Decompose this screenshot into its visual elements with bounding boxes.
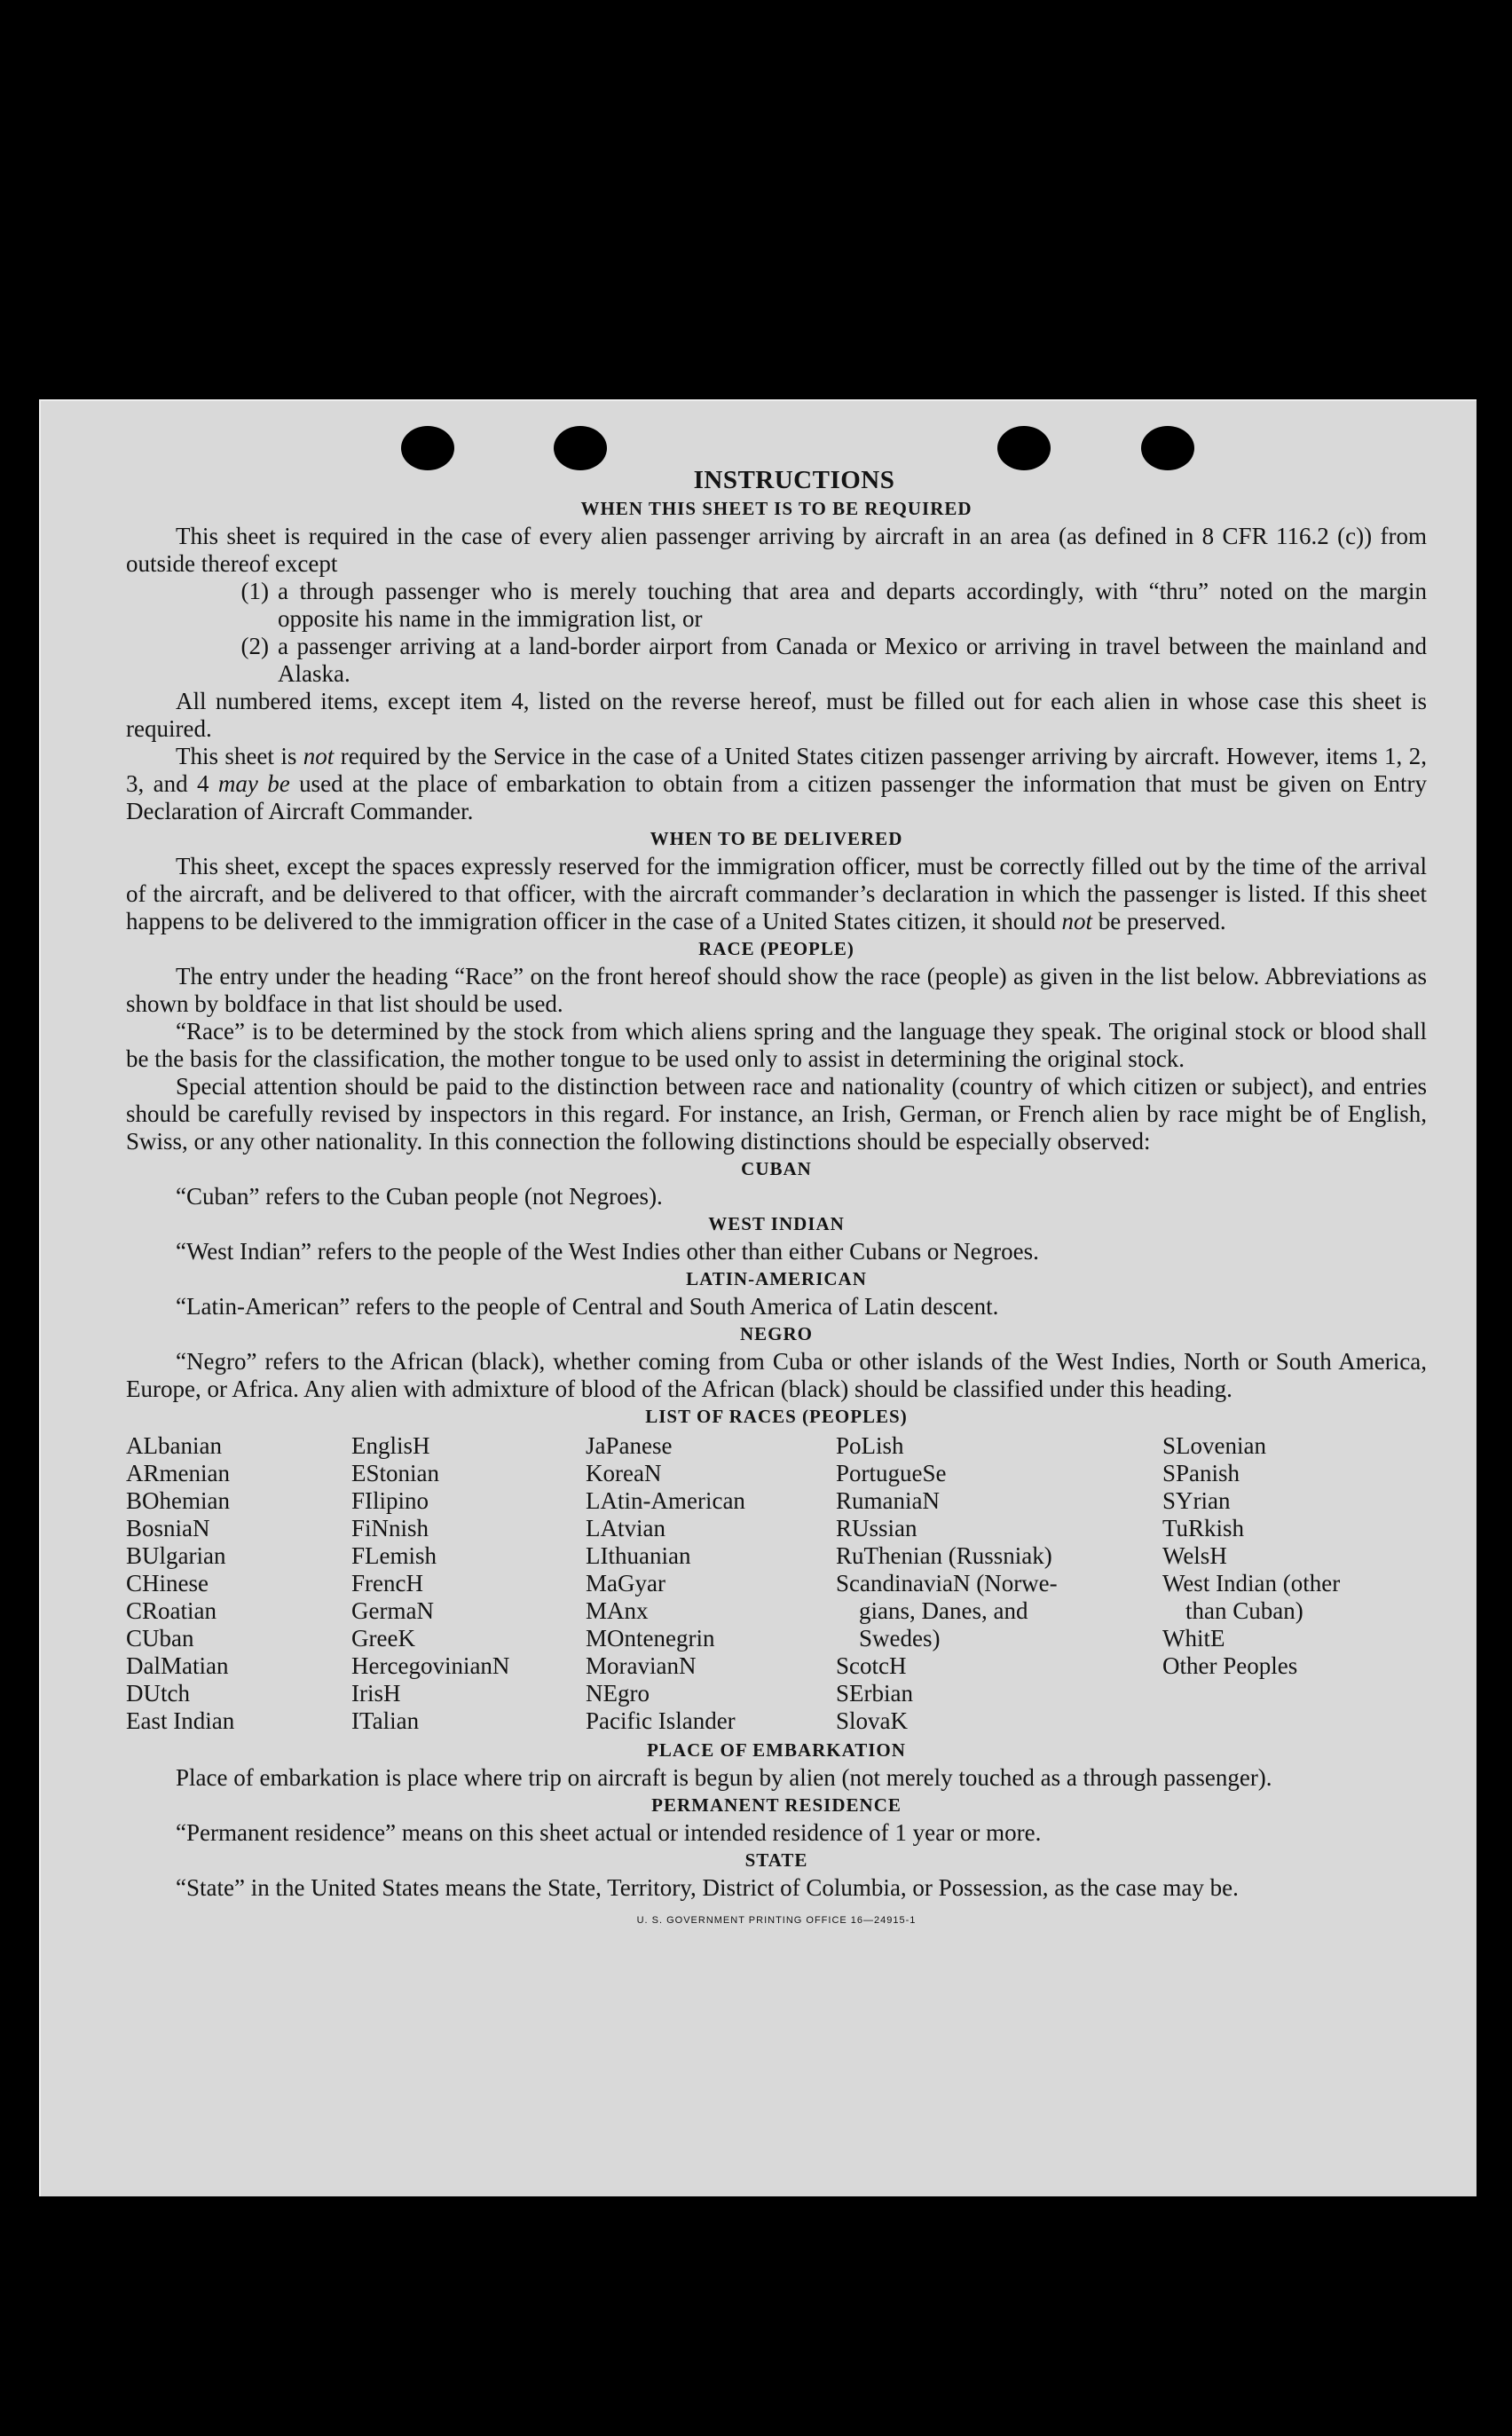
heading-permanent-residence: PERMANENT RESIDENCE [651, 1794, 902, 1816]
punch-hole [401, 426, 454, 470]
citizen-text-maybe: may be [217, 770, 290, 797]
negro-definition: “Negro” refers to the African (black), whether coming from Cuba or other islands of the West Indies, North or South America, Europe, or Africa. Any alien with admixture of blood of the African (black) should be classified under this heading. [126, 1348, 1427, 1402]
state-definition: “State” in the United States means the State, Territory, District of Columbia, or Possession, as the case may be. [176, 1874, 1239, 1901]
sheet-content [126, 465, 1427, 1935]
heading-negro: NEGRO [739, 1323, 813, 1344]
race-entry: RuThenian (Russniak) [836, 1542, 1052, 1569]
punch-hole [554, 426, 607, 470]
latin-american-definition: “Latin-American” refers to the people of Central and South America of Latin descent. [176, 1293, 999, 1320]
delivered-text-b: be preserved. [1091, 908, 1226, 934]
race-entry: East Indian [126, 1707, 235, 1734]
citizen-text-b: required by the Service in the case of a United States citizen passenger arriving by aircraft. However, items 1, 2, 3, and 4 [126, 743, 1427, 797]
delivered-paragraph [126, 853, 1427, 935]
race-entry: TuRkish [1162, 1515, 1245, 1541]
race-paragraph-3: Special attention should be paid to the distinction between race and nationality (country of which citizen or subject), and entries should be carefully revised by inspectors in this regard. For instance, an Irish, German, or French alien by race might be of English, Swiss, or any other nationality. In this connection the following distinctions should be especially observed: [126, 1073, 1427, 1155]
heading-embarkation: PLACE OF EMBARKATION [647, 1739, 906, 1761]
exception-item [126, 633, 1427, 688]
required-intro: This sheet is required in the case of every alien passenger arriving by aircraft in an area (as defined in 8 CFR 116.2 (c)) from outside thereof except [126, 523, 1427, 577]
item-text: a through passenger who is merely touching that area and departs accordingly, with “thru” noted on the margin opposite his name in the immigration list, or [278, 578, 1427, 632]
race-entry: IrisH [351, 1680, 401, 1707]
heading-race: RACE (PEOPLE) [698, 938, 854, 959]
heading-cuban: CUBAN [741, 1158, 812, 1179]
heading-latin-american: LATIN-AMERICAN [686, 1268, 867, 1289]
delivered-text-a: This sheet, except the spaces expressly reserved for the immigration officer, must be correctly filled out by the time of the arrival of the aircraft, and be delivered to that officer, with the aircraft commander’s declaration in which the passenger is listed. If this sheet happens to be delivered to the immigration officer in the case of a United States citizen, it should [126, 853, 1427, 934]
race-entry: SLovenian [1162, 1432, 1266, 1459]
instruction-sheet [39, 399, 1477, 2196]
heading-state: STATE [744, 1849, 808, 1871]
race-entry: than Cuban) [1185, 1597, 1303, 1624]
race-entry: CRoatian [126, 1597, 217, 1624]
race-column [351, 1432, 586, 1735]
race-entry: EnglisH [351, 1432, 430, 1459]
race-entry: FIlipino [351, 1487, 429, 1514]
race-entry: FrencH [351, 1570, 423, 1596]
race-column [126, 1432, 351, 1735]
race-entry: DUtch [126, 1680, 190, 1707]
race-entry: LAtin-American [586, 1487, 745, 1514]
race-entry: WelsH [1162, 1542, 1227, 1569]
citizen-paragraph [126, 743, 1427, 825]
race-entry: Swedes) [859, 1625, 941, 1652]
embarkation-definition: Place of embarkation is place where trip on aircraft is begun by alien (not merely touched as a through passenger). [176, 1764, 1272, 1791]
race-entry: PortugueSe [836, 1460, 947, 1486]
race-entry: JaPanese [586, 1432, 673, 1459]
heading-when-required: WHEN THIS SHEET IS TO BE REQUIRED [580, 498, 973, 519]
item-number: (1) [240, 578, 269, 604]
race-entry: BOhemian [126, 1487, 230, 1514]
race-entry: PoLish [836, 1432, 904, 1459]
race-paragraph-1: The entry under the heading “Race” on the front hereof should show the race (people) as given in the list below. Abbreviations as shown by boldface in that list should be used. [126, 963, 1427, 1017]
race-entry: Pacific Islander [586, 1707, 736, 1734]
heading-list-of-races: LIST OF RACES (PEOPLES) [645, 1406, 908, 1427]
race-entry: MOntenegrin [586, 1625, 715, 1652]
numbered-items-paragraph: All numbered items, except item 4, listed on the reverse hereof, must be filled out for each alien in whose case this sheet is required. [126, 688, 1427, 742]
race-entry: FLemish [351, 1542, 437, 1569]
race-entry: FiNnish [351, 1515, 429, 1541]
item-number: (2) [240, 633, 269, 659]
race-column [1162, 1432, 1429, 1735]
race-entry: BosniaN [126, 1515, 210, 1541]
race-entry: CUban [126, 1625, 194, 1652]
exception-item [126, 578, 1427, 633]
race-entry: gians, Danes, and [859, 1597, 1028, 1624]
punch-hole [997, 426, 1051, 470]
race-entry: LAtvian [586, 1515, 665, 1541]
race-entry: ITalian [351, 1707, 420, 1734]
race-entry: RumaniaN [836, 1487, 940, 1514]
residence-definition: “Permanent residence” means on this sheet actual or intended residence of 1 year or more. [176, 1819, 1042, 1846]
race-entry: NEgro [586, 1680, 650, 1707]
race-entry: MaGyar [586, 1570, 665, 1596]
punch-hole [1141, 426, 1194, 470]
race-entry: Other Peoples [1162, 1652, 1298, 1679]
race-entry: ARmenian [126, 1460, 230, 1486]
citizen-text-not: not [303, 743, 335, 769]
race-entry: ScandinaviaN (Norwe- [836, 1570, 1058, 1596]
race-entry: GreeK [351, 1625, 415, 1652]
race-entry: SlovaK [836, 1707, 908, 1734]
race-entry: RUssian [836, 1515, 917, 1541]
race-entry: MAnx [586, 1597, 649, 1624]
race-entry: SPanish [1162, 1460, 1240, 1486]
heading-when-delivered: WHEN TO BE DELIVERED [650, 828, 903, 849]
delivered-text-not: not [1061, 908, 1092, 934]
race-entry: WhitE [1162, 1625, 1225, 1652]
citizen-text-a: This sheet is [176, 743, 303, 769]
cuban-definition: “Cuban” refers to the Cuban people (not Negroes). [176, 1183, 663, 1210]
race-entry: MoravianN [586, 1652, 697, 1679]
race-entry: CHinese [126, 1570, 209, 1596]
race-entry: ScotcH [836, 1652, 907, 1679]
page-title: INSTRUCTIONS [693, 466, 895, 494]
race-entry: KoreaN [586, 1460, 662, 1486]
race-paragraph-2: “Race” is to be determined by the stock from which aliens spring and the language they speak. The original stock or blood shall be the basis for the classification, the mother tongue to be used only to assist in determining the original stock. [126, 1018, 1427, 1072]
race-entry: BUlgarian [126, 1542, 226, 1569]
race-entry: EStonian [351, 1460, 439, 1486]
item-text: a passenger arriving at a land-border airport from Canada or Mexico or arriving in travel between the mainland and Alaska. [278, 633, 1427, 687]
race-entry: HercegovinianN [351, 1652, 510, 1679]
race-column [586, 1432, 836, 1735]
race-entry: DalMatian [126, 1652, 229, 1679]
west-indian-definition: “West Indian” refers to the people of the West Indies other than either Cubans or Negroes. [176, 1238, 1039, 1265]
race-entry: SErbian [836, 1680, 913, 1707]
race-column [836, 1432, 1162, 1735]
race-entry: GermaN [351, 1597, 434, 1624]
race-entry: West Indian (other [1162, 1570, 1341, 1596]
race-entry: SYrian [1162, 1487, 1231, 1514]
race-entry: ALbanian [126, 1432, 222, 1459]
heading-west-indian: WEST INDIAN [708, 1213, 845, 1234]
race-list [126, 1432, 1427, 1735]
citizen-text-c: used at the place of embarkation to obtain from a citizen passenger the information that must be given on Entry Declaration of Aircraft Commander. [126, 770, 1428, 824]
printer-imprint: U. S. GOVERNMENT PRINTING OFFICE 16—24915-1 [636, 1915, 917, 1926]
race-entry: LIthuanian [586, 1542, 691, 1569]
